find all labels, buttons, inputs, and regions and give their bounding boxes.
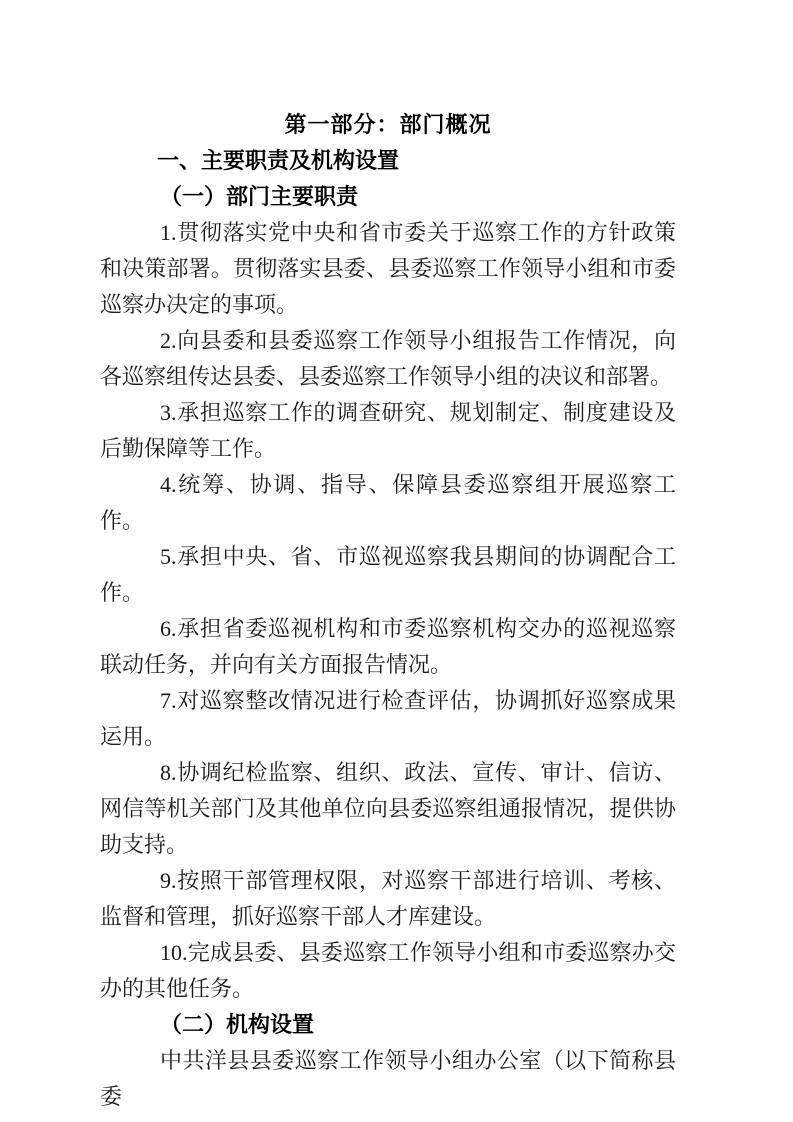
duty-item-10: 10.完成县委、县委巡察工作领导小组和市委巡察办交办的其他任务。 bbox=[100, 940, 676, 1001]
duty-item-3: 3.承担巡察工作的调查研究、规划制定、制度建设及后勤保障等工作。 bbox=[100, 400, 676, 461]
subsection-heading-org-structure: （二）机构设置 bbox=[160, 1012, 315, 1037]
section-heading-duties-and-structure: 一、主要职责及机构设置 bbox=[157, 148, 400, 173]
part-title: 第一部分：部门概况 bbox=[284, 112, 492, 137]
duty-item-2: 2.向县委和县委巡察工作领导小组报告工作情况，向各巡察组传达县委、县委巡察工作领导小组的决议和部署。 bbox=[100, 328, 676, 389]
duty-item-1: 1.贯彻落实党中央和省市委关于巡察工作的方针政策和决策部署。贯彻落实县委、县委巡察工作领导小组和市委巡察办决定的事项。 bbox=[100, 220, 676, 317]
org-structure-paragraph: 中共洋县县委巡察工作领导小组办公室（以下简称县委 bbox=[100, 1048, 676, 1109]
subsection-heading-main-duties: （一）部门主要职责 bbox=[160, 184, 359, 209]
duty-item-7: 7.对巡察整改情况进行检查评估，协调抓好巡察成果运用。 bbox=[100, 688, 676, 749]
duty-item-6: 6.承担省委巡视机构和市委巡察机构交办的巡视巡察联动任务，并向有关方面报告情况。 bbox=[100, 616, 676, 677]
duty-item-5: 5.承担中央、省、市巡视巡察我县期间的协调配合工作。 bbox=[100, 544, 676, 605]
duty-item-4: 4.统筹、协调、指导、保障县委巡察组开展巡察工作。 bbox=[100, 472, 676, 533]
duty-item-8: 8.协调纪检监察、组织、政法、宣传、审计、信访、网信等机关部门及其他单位向县委巡察组通报情况，提供协助支持。 bbox=[100, 760, 676, 857]
duty-item-9: 9.按照干部管理权限，对巡察干部进行培训、考核、监督和管理，抓好巡察干部人才库建设。 bbox=[100, 868, 676, 929]
